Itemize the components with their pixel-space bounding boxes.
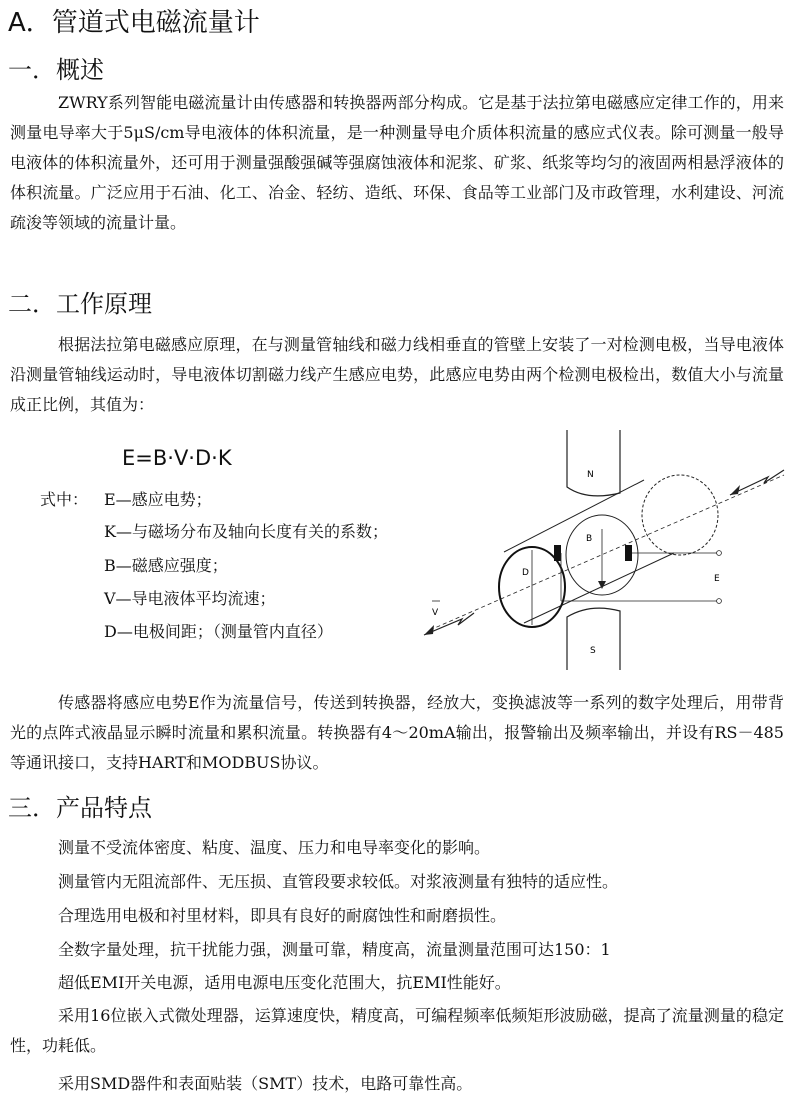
terminal-lower bbox=[717, 599, 722, 604]
emf-label: E bbox=[714, 574, 720, 584]
section-features-heading: 三．产品特点 bbox=[8, 794, 152, 822]
definition-e: E—感应电势； bbox=[104, 490, 212, 509]
north-pole-label: N bbox=[587, 470, 594, 480]
flow-arrowhead-bottom bbox=[424, 625, 434, 635]
section-principle-heading: 二．工作原理 bbox=[8, 290, 152, 318]
definition-k: K—与磁场分布及轴向长度有关的系数； bbox=[104, 522, 388, 541]
definition-b: B—磁感应强度； bbox=[104, 556, 228, 575]
terminal-upper bbox=[717, 551, 722, 556]
principle-paragraph: 根据法拉第电磁感应原理，在与测量管轴线和磁力线相垂直的管壁上安装了一对检测电极，当导电液体沿测量管轴线运动时，导电液体切割磁力线产生感应电势，此感应电势由两个检测电极检出，数值大小与流量成正比例，其值为： bbox=[10, 335, 784, 414]
feature-item: 全数字量处理，抗干扰能力强，测量可靠，精度高，流量测量范围可达150：1 bbox=[58, 940, 611, 959]
electromagnetic-flowmeter-diagram bbox=[412, 425, 800, 675]
electrode-left bbox=[554, 545, 561, 561]
pipe-axis-line bbox=[430, 475, 784, 630]
magnetic-field-label: B bbox=[586, 534, 593, 544]
south-pole-label: S bbox=[590, 646, 596, 656]
feature-item: 测量不受流体密度、粘度、温度、压力和电导率变化的影响。 bbox=[58, 838, 491, 857]
section-overview-heading: 一．概述 bbox=[8, 56, 104, 84]
velocity-label: V bbox=[432, 608, 439, 618]
feature-item: 超低EMI开关电源，适用电源电压变化范围大，抗EMI性能好。 bbox=[58, 973, 511, 992]
definition-v: V—导电液体平均流速； bbox=[104, 589, 276, 608]
feature-item: 采用16位嵌入式微处理器，运算速度快，精度高，可编程频率低频矩形波励磁，提高了流量测量的稳定性，功耗低。 bbox=[10, 1006, 784, 1055]
document-title: A．管道式电磁流量计 bbox=[8, 8, 260, 38]
feature-item: 采用SMD器件和表面贴装（SMT）技术，电路可靠性高。 bbox=[58, 1074, 473, 1093]
flow-arrowhead-top bbox=[730, 485, 740, 495]
diameter-label: D bbox=[522, 568, 529, 578]
definition-d: D—电极间距；（测量管内直径） bbox=[104, 622, 333, 641]
pipe-far-end bbox=[642, 475, 718, 555]
sensor-paragraph: 传感器将感应电势E作为流量信号，传送到转换器，经放大，变换滤波等一系列的数字处理后，用带背光的点阵式液晶显示瞬时流量和累积流量。转换器有4～20mA输出，报警输出及频率输出，并设有RS－485等通讯接口，支持HART和MODBUS协议。 bbox=[10, 693, 784, 772]
pipe-bottom-edge bbox=[524, 553, 674, 623]
feature-item: 测量管内无阻流部件、无压损、直管段要求较低。对浆液测量有独特的适应性。 bbox=[58, 872, 619, 891]
feature-item: 合理选用电极和衬里材料，即具有良好的耐腐蚀性和耐磨损性。 bbox=[58, 906, 507, 925]
where-label: 式中： bbox=[40, 490, 89, 509]
north-pole-magnet bbox=[567, 430, 620, 496]
electrode-right bbox=[625, 545, 632, 561]
south-pole-magnet bbox=[567, 608, 620, 670]
formula: E=B·V·D·K bbox=[122, 446, 232, 470]
overview-paragraph: ZWRY系列智能电磁流量计由传感器和转换器两部分构成。它是基于法拉第电磁感应定律工作的，用来测量电导率大于5μS/cm导电液体的体积流量，是一种测量导电介质体积流量的感应式仪表。除可测量一般导电液体的体积流量外，还可用于测量强酸强碱等强腐蚀液体和泥浆、矿浆、纸浆等均匀的液固两相悬浮液体的体积流量。广泛应用于石油、化工、冶金、轻纺、造纸、环保、食品等工业部门及市政管理，水利建设、河流疏浚等领域的流量计量。 bbox=[10, 93, 784, 232]
